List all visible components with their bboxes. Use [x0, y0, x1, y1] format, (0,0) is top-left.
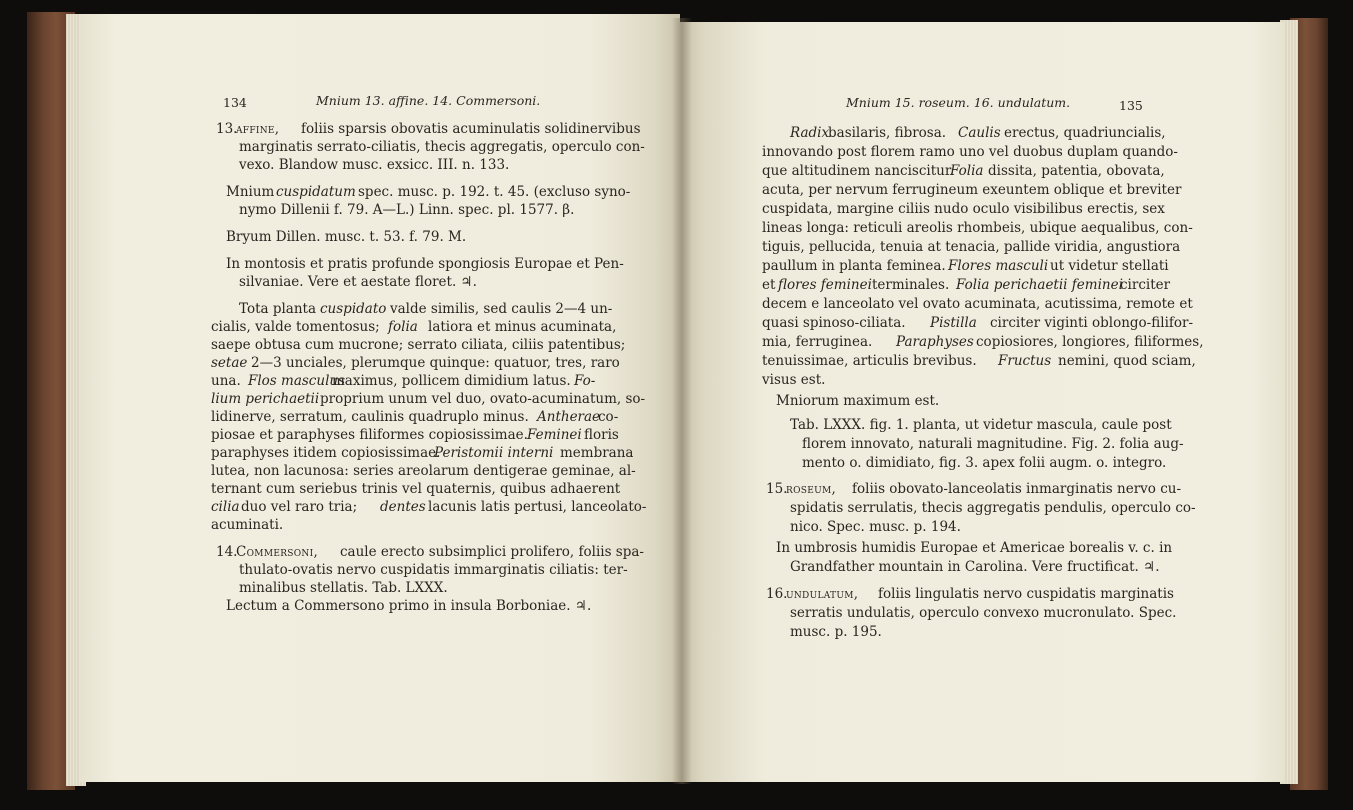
running-head-right: Mnium 15. roseum. 16. undulatum. [846, 95, 1071, 110]
habitat-line1: In montosis et pratis profunde spongiosis Europae et Pen- [226, 256, 624, 272]
radix-l3c: dissita, patentia, obovata, [988, 163, 1165, 179]
desc-l9a: paraphyses itidem copiosissimae. [211, 445, 441, 461]
tab-line2: florem innovato, naturali magnitudine. Fig. 2. folia aug- [802, 436, 1184, 452]
entry-13-line2: marginatis serrato-ciliatis, thecis aggregatis, operculo con- [239, 139, 645, 155]
radix-l9b: flores feminei [778, 277, 872, 293]
entry-14-line4: Lectum a Commersono primo in insula Borboniae. ♃. [226, 598, 592, 614]
radix-l10: decem e lanceolato vel ovato acuminata, acutissima, remote et [762, 296, 1193, 312]
entry-14-line3: minalibus stellatis. Tab. LXXX. [239, 580, 448, 596]
desc-l12b: duo vel raro tria; [241, 499, 358, 515]
radix-l8a: paullum in planta feminea. [762, 258, 946, 274]
radix-l8b: Flores masculi [948, 258, 1049, 274]
entry-14-name: Commersoni, [236, 544, 319, 560]
entry-13-line3: vexo. Blandow musc. exsicc. III. n. 133. [239, 157, 510, 173]
page-number-right: 135 [1119, 98, 1143, 113]
radix-l13b: Fructus [998, 353, 1052, 369]
radix-l1b: basilaris, fibrosa. [828, 125, 947, 141]
radix-l12b: Paraphyses [896, 334, 974, 350]
desc-l6b: proprium unum vel duo, ovato-acuminatum, so- [320, 391, 646, 407]
entry-15-name: roseum, [786, 481, 837, 497]
radix-l4: acuta, per nervum ferrugineum exeuntem oblique et breviter [762, 182, 1182, 198]
desc-l6a: lium perichaetii [211, 391, 320, 407]
entry-16-line2: serratis undulatis, operculo convexo mucronulato. Spec. [790, 605, 1177, 621]
entry-16-line3: musc. p. 195. [790, 624, 882, 640]
desc-l8a: piosae et paraphyses filiformes copiosissimae. [211, 427, 528, 443]
radix-l9c: terminales. [872, 277, 950, 293]
desc-l2b: folia [388, 319, 418, 335]
radix-l7: tiguis, pellucida, tenuia at tenacia, pallide viridia, angustiora [762, 239, 1181, 255]
desc-l8b: Feminei [527, 427, 582, 443]
entry-15-line3: nico. Spec. musc. p. 194. [790, 519, 961, 535]
radix-l14: visus est. [762, 372, 826, 388]
synonym1-line1b: cuspidatum [276, 184, 356, 200]
tab-line3: mento o. dimidiato, fig. 3. apex folii augm. o. integro. [802, 455, 1167, 471]
book-gutter [672, 18, 692, 784]
radix-l15: Mniorum maximum est. [776, 393, 940, 409]
desc-l12a: cilia [211, 499, 240, 515]
entry-14-line1: caule erecto subsimplici prolifero, foliis spa- [340, 544, 644, 560]
desc-l9c: membrana [560, 445, 634, 461]
desc-l13: acuminati. [211, 517, 284, 533]
desc-l1b: cuspidato [320, 301, 387, 317]
radix-l6: lineas longa: reticuli areolis rhombeis, ubique aequalibus, con- [762, 220, 1193, 236]
tab-line1: Tab. LXXX. fig. 1. planta, ut videtur mascula, caule post [790, 417, 1172, 433]
entry-14-line2: thulato-ovatis nervo cuspidatis immarginatis ciliatis: ter- [239, 562, 628, 578]
radix-l12a: mia, ferruginea. [762, 334, 873, 350]
desc-l1c: valde similis, sed caulis 2—4 un- [390, 301, 613, 317]
radix-l1a: Radix [790, 125, 830, 141]
radix-l1d: erectus, quadriuncialis, [1004, 125, 1166, 141]
desc-l4a: setae [211, 355, 248, 371]
entry-16-line1: foliis lingulatis nervo cuspidatis marginatis [878, 586, 1174, 602]
radix-l3b: Folia [950, 163, 984, 179]
desc-l3: saepe obtusa cum mucrone; serrato ciliata, ciliis patentibus; [211, 337, 626, 353]
desc-l1a: Tota planta [239, 301, 317, 317]
radix-l1c: Caulis [958, 125, 1001, 141]
synonym1-line1c: spec. musc. p. 192. t. 45. (excluso syno- [358, 184, 631, 200]
desc-l11: ternant cum seriebus trinis vel quaternis, quibus adhaerent [211, 481, 621, 497]
entry-15-line5: Grandfather mountain in Carolina. Vere fructificat. ♃. [790, 559, 1160, 575]
radix-l9d: Folia perichaetii feminei [956, 277, 1123, 293]
desc-l5a: una. [211, 373, 241, 389]
radix-l11c: circiter viginti oblongo-filifor- [990, 315, 1194, 331]
synonym1-line2: nymo Dillenii f. 79. A—L.) Linn. spec. pl. 1577. β. [239, 202, 575, 218]
radix-l13c: nemini, quod sciam, [1058, 353, 1196, 369]
entry-13-name: affine, [236, 121, 280, 137]
entry-16-number: 16. [766, 586, 788, 602]
desc-l7a: lidinerve, serratum, caulinis quadruplo minus. [211, 409, 529, 425]
entry-15-line4: In umbrosis humidis Europae et Americae borealis v. c. in [776, 540, 1173, 556]
entry-13-line1: foliis sparsis obovatis acuminulatis solidinervibus [301, 121, 641, 137]
desc-l5d: Fo- [574, 373, 596, 389]
radix-l2: innovando post florem ramo uno vel duobus duplam quando- [762, 144, 1178, 160]
desc-l12c: dentes [380, 499, 426, 515]
radix-l11b: Pistilla [930, 315, 977, 331]
radix-l8c: ut videtur stellati [1050, 258, 1169, 274]
radix-l5: cuspidata, margine ciliis nudo oculo visibilibus erectis, sex [762, 201, 1165, 217]
entry-15-line2: spidatis serrulatis, thecis aggregatis pendulis, operculo co- [790, 500, 1196, 516]
habitat-line2: silvaniae. Vere et aestate floret. ♃. [239, 274, 477, 290]
desc-l5b: Flos masculus [248, 373, 346, 389]
radix-l11a: quasi spinoso-ciliata. [762, 315, 906, 331]
entry-14-number: 14. [216, 544, 238, 560]
entry-15-number: 15. [766, 481, 788, 497]
entry-16-name: undulatum, [786, 586, 859, 602]
desc-l2c: latiora et minus acuminata, [428, 319, 617, 335]
desc-l9b: Peristomii interni [434, 445, 554, 461]
entry-13-number: 13. [216, 121, 238, 137]
desc-l7c: co- [598, 409, 619, 425]
running-head-left: Mnium 13. affine. 14. Commersoni. [316, 93, 541, 108]
page-number-left: 134 [223, 95, 247, 110]
radix-l13a: tenuissimae, articulis brevibus. [762, 353, 977, 369]
desc-l8c: floris [584, 427, 619, 443]
radix-l12c: copiosiores, longiores, filiformes, [976, 334, 1204, 350]
radix-l9e: circiter [1120, 277, 1171, 293]
synonym1-line1a: Mnium [226, 184, 275, 200]
entry-15-line1: foliis obovato-lanceolatis inmarginatis nervo cu- [852, 481, 1182, 497]
desc-l10: lutea, non lacunosa: series areolarum dentigerae geminae, al- [211, 463, 636, 479]
desc-l4b: 2—3 unciales, plerumque quinque: quatuor, tres, raro [251, 355, 620, 371]
radix-l3a: que altitudinem nanciscitur. [762, 163, 955, 179]
radix-l9a: et [762, 277, 776, 293]
synonym2: Bryum Dillen. musc. t. 53. f. 79. M. [226, 229, 467, 245]
desc-l2: cialis, valde tomentosus; [211, 319, 380, 335]
desc-l5c: maximus, pollicem dimidium latus. [332, 373, 571, 389]
desc-l7b: Antherae [537, 409, 601, 425]
desc-l12d: lacunis latis pertusi, lanceolato- [428, 499, 647, 515]
